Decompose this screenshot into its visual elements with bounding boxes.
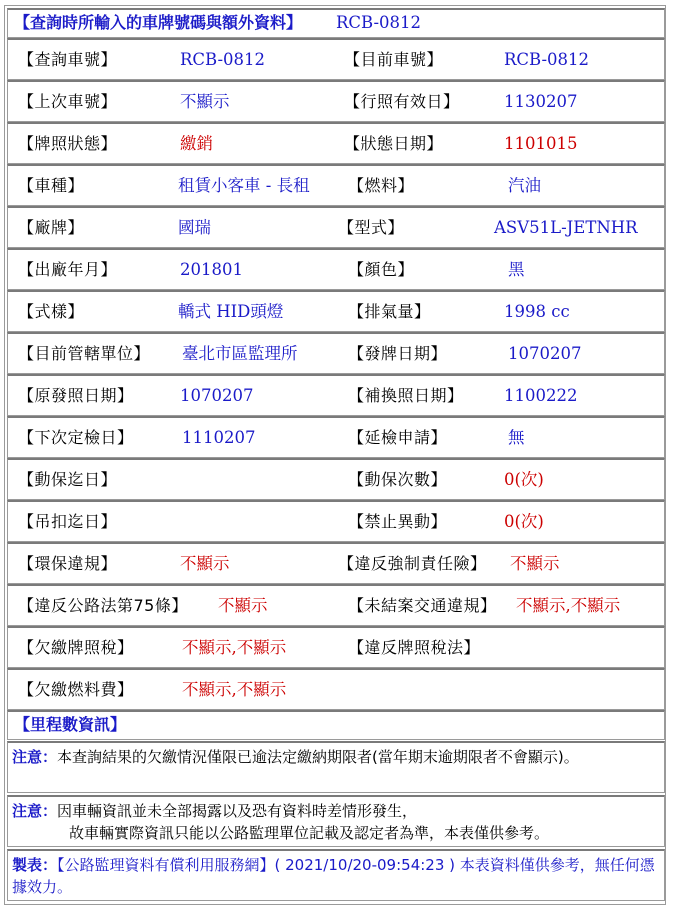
- field-value: 不顯示,不顯示: [516, 596, 621, 615]
- field-label: 【車種】: [18, 176, 85, 195]
- data-row: [7, 374, 665, 416]
- field-value: 1100222: [504, 386, 578, 405]
- data-row: [7, 206, 665, 248]
- footer-note: [12, 854, 660, 898]
- field-value: RCB-0812: [504, 50, 590, 69]
- field-label: 【廠牌】: [18, 218, 85, 237]
- field-label: 【延檢申請】: [348, 428, 448, 447]
- note2-line2: 故車輛實際資訊只能以公路監理單位記載及認定者為準，本表僅供參考。: [69, 824, 550, 842]
- field-label: 【違反牌照稅法】: [348, 638, 481, 657]
- field-value: 不顯示: [180, 554, 230, 573]
- data-row: [7, 248, 665, 290]
- field-label: 【狀態日期】: [344, 134, 444, 153]
- footer-row: [7, 849, 665, 901]
- field-label: 【燃料】: [348, 176, 415, 195]
- field-label: 【目前車號】: [344, 50, 444, 69]
- field-label: 【欠繳牌照稅】: [18, 638, 134, 657]
- data-row: [7, 416, 665, 458]
- field-label: 【行照有效日】: [344, 92, 460, 111]
- footer-text: 【公路監理資料有償利用服務網】( 2021/10/20-09:54:23 ) 本表資料僅供參考，無任何憑據效力。: [12, 856, 655, 896]
- field-label: 【違反公路法第75條】: [18, 596, 188, 615]
- field-label: 【禁止異動】: [348, 512, 448, 531]
- field-label: 【補換照日期】: [348, 386, 464, 405]
- title-label: 【查詢時所輸入的車牌號碼與額外資料】: [14, 13, 303, 32]
- field-value: 繳銷: [180, 134, 213, 153]
- title-plate: RCB-0812: [336, 13, 422, 32]
- field-value: 1070207: [180, 386, 254, 405]
- data-row: [7, 458, 665, 500]
- data-row: [7, 584, 665, 626]
- field-label: 【顏色】: [348, 260, 415, 279]
- field-value: 不顯示: [180, 92, 230, 111]
- field-value: 不顯示,不顯示: [182, 680, 287, 699]
- field-label: 【動保迄日】: [18, 470, 118, 489]
- field-label: 【未結案交通違規】: [348, 596, 497, 615]
- field-value: 1998 cc: [504, 302, 570, 321]
- field-label: 【吊扣迄日】: [18, 512, 118, 531]
- title-row: [7, 8, 665, 38]
- field-value: 1070207: [508, 344, 582, 363]
- footer-label: 製表：: [12, 856, 58, 874]
- field-value: 0(次): [504, 512, 544, 531]
- data-row: [7, 332, 665, 374]
- field-value: ASV51L-JETNHR: [494, 218, 638, 237]
- mileage-header: 【里程數資訊】: [14, 715, 127, 734]
- field-label: 【下次定檢日】: [18, 428, 134, 447]
- field-value: RCB-0812: [180, 50, 266, 69]
- field-value: 1130207: [504, 92, 578, 111]
- field-value: 1101015: [504, 134, 578, 153]
- field-value: 201801: [180, 260, 243, 279]
- note2: [12, 800, 660, 844]
- note2-label: 注意：: [12, 802, 58, 820]
- field-value: 不顯示,不顯示: [182, 638, 287, 657]
- field-label: 【上次車號】: [18, 92, 118, 111]
- field-label: 【原發照日期】: [18, 386, 134, 405]
- field-value: 轎式 HID頭燈: [178, 302, 284, 321]
- data-row: [7, 80, 665, 122]
- data-row: [7, 542, 665, 584]
- field-value: 黑: [508, 260, 525, 279]
- data-row: [7, 626, 665, 668]
- mileage-row: [7, 710, 665, 740]
- data-row: [7, 668, 665, 710]
- field-label: 【排氣量】: [348, 302, 431, 321]
- field-value: 1110207: [182, 428, 256, 447]
- field-label: 【目前管轄單位】: [18, 344, 151, 363]
- field-label: 【型式】: [338, 218, 405, 237]
- note1-label: 注意：: [12, 748, 58, 766]
- field-label: 【發牌日期】: [348, 344, 448, 363]
- note1-text: 本查詢結果的欠繳情況僅限已逾法定繳納期限者(當年期末逾期限者不會顯示)。: [57, 748, 579, 766]
- field-value: 租賃小客車 - 長租: [178, 176, 310, 195]
- field-label: 【動保次數】: [348, 470, 448, 489]
- field-label: 【查詢車號】: [18, 50, 118, 69]
- data-row: [7, 122, 665, 164]
- field-value: 國瑞: [178, 218, 211, 237]
- field-label: 【出廠年月】: [18, 260, 118, 279]
- field-value: 臺北市區監理所: [182, 344, 298, 363]
- field-label: 【違反強制責任險】: [338, 554, 487, 573]
- field-label: 【牌照狀態】: [18, 134, 118, 153]
- field-value: 不顯示: [218, 596, 268, 615]
- field-value: 汽油: [508, 176, 541, 195]
- field-value: 0(次): [504, 470, 544, 489]
- field-value: 無: [508, 428, 525, 447]
- data-row: [7, 38, 665, 80]
- data-row: [7, 164, 665, 206]
- note1: [12, 746, 660, 768]
- field-label: 【欠繳燃料費】: [18, 680, 134, 699]
- data-row: [7, 500, 665, 542]
- note2-row: [7, 795, 665, 847]
- field-label: 【式樣】: [18, 302, 85, 321]
- data-row: [7, 290, 665, 332]
- field-label: 【環保違規】: [18, 554, 118, 573]
- note2-line1: 因車輛資訊並未全部揭露以及恐有資料時差情形發生，: [57, 802, 418, 820]
- note1-row: [7, 741, 665, 793]
- field-value: 不顯示: [510, 554, 560, 573]
